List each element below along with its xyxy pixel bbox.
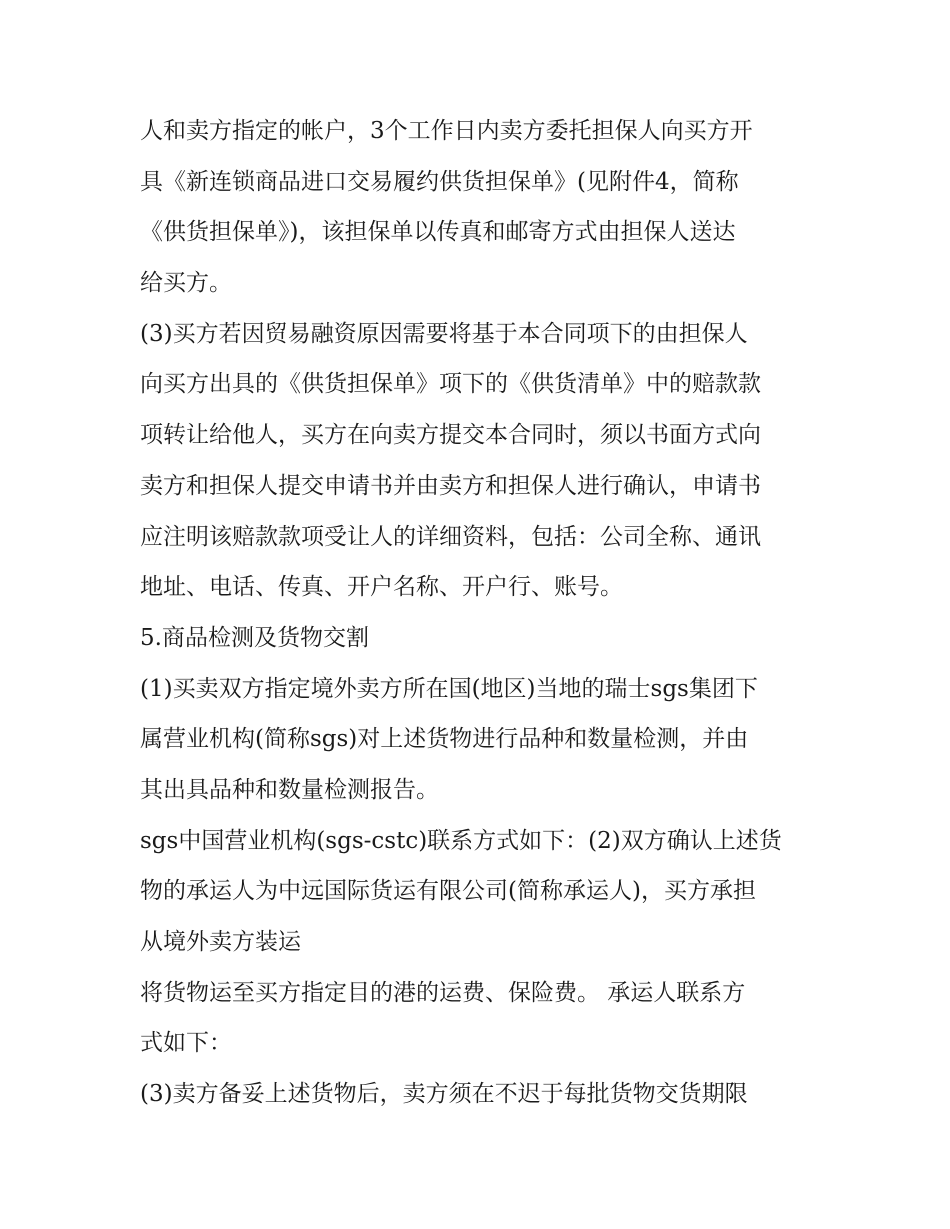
text-line: 给买方。 xyxy=(140,270,232,297)
section-heading: 5.商品检测及货物交割 xyxy=(140,624,369,651)
text-line: (3)卖方备妥上述货物后，卖方须在不迟于每批货物交货期限 xyxy=(140,1081,748,1108)
text-line: 《供货担保单》)，该担保单以传真和邮寄方式由担保人送达 xyxy=(140,219,736,246)
text-line: 人和卖方指定的帐户，3个工作日内卖方委托担保人向买方开 xyxy=(140,118,753,144)
text-line: 物的承运人为中远国际货运有限公司(简称承运人)，买方承担 xyxy=(140,878,756,905)
text-line: 从境外卖方装运 xyxy=(140,929,301,955)
text-line: 将货物运至买方指定目的港的运费、保险费。 承运人联系方 xyxy=(140,979,746,1006)
text-line: 地址、电话、传真、开户名称、开户行、账号。 xyxy=(140,574,623,601)
text-line: 式如下： xyxy=(140,1030,232,1057)
text-line: 其出具品种和数量检测报告。 xyxy=(140,776,439,803)
text-line: (1)买卖双方指定境外卖方所在国(地区)当地的瑞士sgs集团下 xyxy=(140,675,758,702)
text-line: 卖方和担保人提交申请书并由卖方和担保人进行确认，申请书 xyxy=(140,472,761,499)
text-line: 项转让给他人，买方在向卖方提交本合同时，须以书面方式向 xyxy=(140,422,761,449)
text-line: (3)买方若因贸易融资原因需要将基于本合同项下的由担保人 xyxy=(140,320,748,347)
text-line: 具《新连锁商品进口交易履约供货担保单》(见附件4，简称 xyxy=(140,168,739,195)
text-line: sgs中国营业机构(sgs-cstc)联系方式如下：(2)双方确认上述货 xyxy=(140,827,782,854)
text-line: 属营业机构(简称sgs)对上述货物进行品种和数量检测，并由 xyxy=(140,726,749,753)
document-body xyxy=(140,106,830,1120)
text-line: 应注明该赔款款项受让人的详细资料，包括：公司全称、通讯 xyxy=(140,523,761,550)
text-line: 向买方出具的《供货担保单》项下的《供货清单》中的赔款款 xyxy=(140,371,761,398)
